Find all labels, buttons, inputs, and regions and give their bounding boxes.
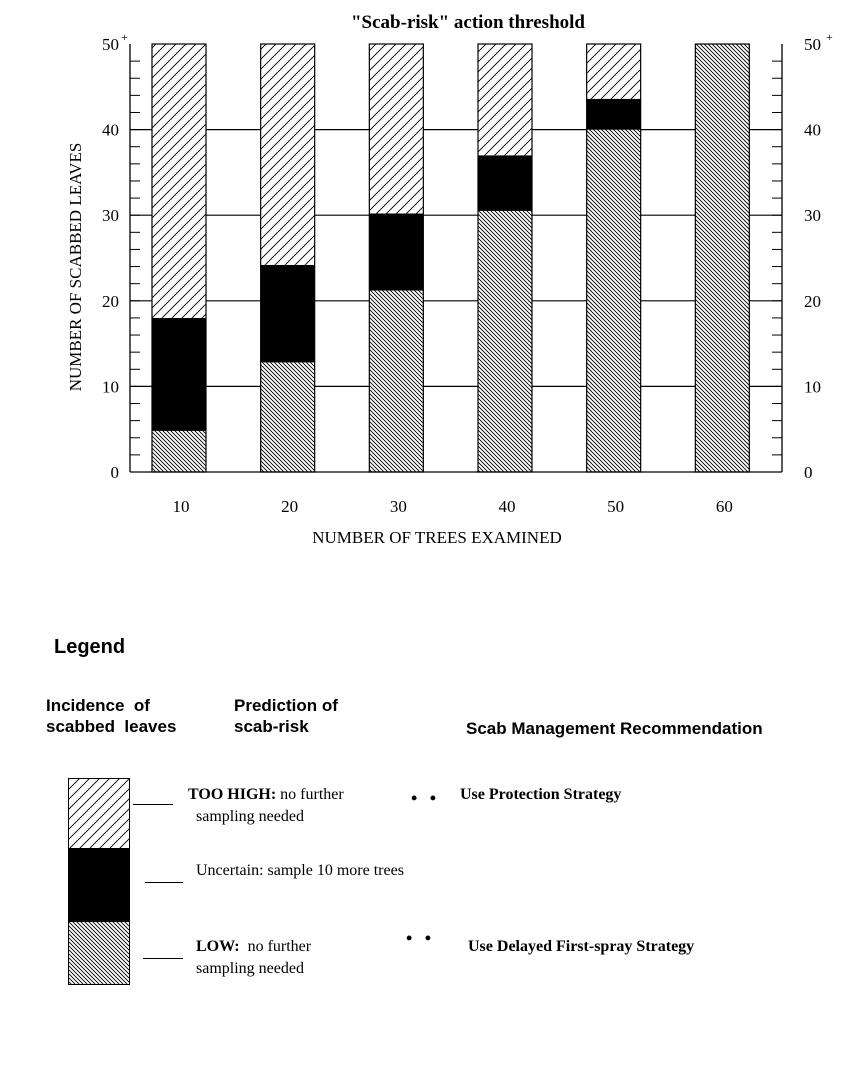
- chart-title: "Scab-risk" action threshold: [351, 12, 585, 33]
- y-tick-label-left-50: 50: [102, 35, 119, 54]
- legend-uncertain-text: Uncertain: sample 10 more trees: [196, 862, 404, 879]
- legend-swatch-too-high: [68, 778, 130, 849]
- grid-lines: [130, 130, 782, 387]
- y-tick-label-right-50: 50: [804, 35, 821, 54]
- bar-50-uncertain: [587, 99, 641, 130]
- bar-20-too-high: [261, 44, 315, 265]
- bar-30-low: [369, 291, 423, 472]
- bar-50-too-high: [587, 44, 641, 99]
- bar-40-uncertain: [478, 155, 532, 211]
- legend-header-incidence-line2: scabbed leaves: [46, 717, 177, 736]
- leader-line-too-high: [133, 804, 173, 805]
- legend-header-prediction-line1: Prediction of: [234, 696, 338, 715]
- bars-group: [152, 44, 749, 472]
- bar-60-low: [695, 44, 749, 472]
- recommendation-delayed-spray: Use Delayed First-spray Strategy: [468, 938, 695, 955]
- legend-swatch-low: [68, 922, 130, 985]
- y-tick-label-right-40: 40: [804, 120, 821, 140]
- y-tick-plus-right: +: [826, 30, 833, 44]
- y-tick-label-right-20: 20: [804, 291, 821, 311]
- bar-40-too-high: [478, 44, 532, 155]
- legend-header-incidence-line1: Incidence of: [46, 696, 150, 715]
- therefore-dots-low: • •: [406, 928, 436, 948]
- legend-swatch-column: [68, 778, 130, 984]
- legend-too-high-line2: sampling needed: [196, 808, 304, 825]
- legend-header-prediction: [234, 695, 394, 737]
- legend-too-high-bold: TOO HIGH:: [188, 786, 277, 803]
- legend-low-text: [196, 936, 396, 980]
- bar-10-low: [152, 431, 206, 472]
- bar-20-low: [261, 362, 315, 472]
- legend-too-high-rest: no further: [276, 786, 344, 803]
- bar-30-uncertain: [369, 213, 423, 290]
- bar-20-uncertain: [261, 265, 315, 363]
- x-tick-label-30: 30: [389, 497, 407, 516]
- y-tick-label-right-30: 30: [804, 206, 821, 226]
- legend-swatch-uncertain: [68, 848, 130, 922]
- y-tick-label-left-20: 20: [102, 291, 119, 311]
- y-tick-plus-left: +: [121, 30, 128, 44]
- axes-group: [130, 44, 782, 472]
- y-tick-label-left-30: 30: [102, 206, 119, 226]
- leader-line-low: [143, 958, 183, 959]
- bar-10-uncertain: [152, 318, 206, 431]
- legend-too-high-text: [188, 784, 398, 828]
- y-tick-label-left-10: 10: [102, 377, 119, 397]
- legend-low-line2: sampling needed: [196, 960, 304, 977]
- x-tick-label-60: 60: [715, 497, 733, 516]
- legend-low-bold: LOW:: [196, 938, 240, 955]
- legend-header-prediction-line2: scab-risk: [234, 717, 309, 736]
- y-tick-label-right-0: 0: [804, 463, 813, 482]
- bar-10-too-high: [152, 44, 206, 318]
- bar-30-too-high: [369, 44, 423, 213]
- bar-40-low: [478, 211, 532, 472]
- recommendation-protection: Use Protection Strategy: [460, 786, 622, 803]
- legend-title: Legend: [54, 636, 126, 658]
- legend-header-incidence: [46, 695, 206, 737]
- legend-low-rest: no further: [239, 938, 312, 955]
- bar-50-low: [587, 130, 641, 472]
- legend-header-recommendation: Scab Management Recommendation: [466, 719, 763, 738]
- x-tick-label-50: 50: [607, 497, 625, 516]
- x-tick-label-40: 40: [498, 497, 516, 516]
- x-tick-label-20: 20: [281, 497, 299, 516]
- y-tick-label-left-40: 40: [102, 120, 119, 140]
- y-tick-label-left-0: 0: [110, 463, 119, 482]
- x-axis-label: NUMBER OF TREES EXAMINED: [312, 528, 562, 547]
- leader-line-uncertain: [145, 882, 183, 883]
- y-tick-label-right-10: 10: [804, 377, 821, 397]
- therefore-dots-high: • •: [411, 788, 441, 808]
- y-axis-label: NUMBER OF SCABBED LEAVES: [66, 142, 85, 392]
- x-tick-label-10: 10: [172, 497, 190, 516]
